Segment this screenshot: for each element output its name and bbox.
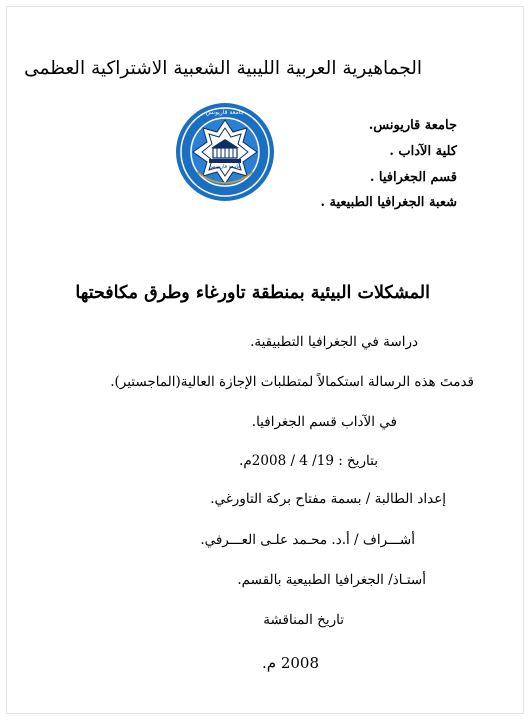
country-header: الجماهيرية العربية الليبية الشعبية الاشتراكية العظمى — [24, 58, 422, 79]
defense-date-label: تاريخ المناقشة — [263, 612, 344, 628]
submission-statement: قدمتَ هذه الرسالة استكمالاً لمتطلبات الإجازة العالية(الماجستير). — [110, 374, 474, 390]
svg-text:جامعة قاريونس: جامعة قاريونس — [205, 109, 245, 116]
university-name: جامعة قاريونس. — [368, 118, 457, 133]
thesis-title: المشكلات البيئية بمنطقة تاورغاء وطرق مكافحتها — [75, 283, 430, 303]
svg-text:جامعة قاريونس: جامعة قاريونس — [208, 164, 242, 170]
supervisor-title: أستـاذ/ الجغرافيا الطبيعية بالقسم. — [237, 572, 426, 588]
department-name: قسم الجغرافيا . — [369, 170, 457, 185]
date-line: بتاريخ : 19/ 4 / 2008م. — [239, 453, 378, 469]
faculty-name: كلية الآداب . — [389, 144, 457, 159]
study-type: دراسة في الجغرافيا التطبيقية. — [250, 334, 418, 350]
university-seal-icon — [175, 102, 275, 202]
section-name: شعبة الجغرافيا الطبيعية . — [320, 195, 457, 210]
supervisor-line: أشـــراف / أ.د. محـمد علـى العـــرفي. — [200, 532, 415, 548]
author-line: إعداد الطالبة / بسمة مفتاح بركة التاورغي. — [210, 491, 446, 507]
defense-year: 2008 م. — [261, 654, 319, 672]
department-statement: في الآداب قسم الجغرافيا. — [251, 414, 397, 430]
